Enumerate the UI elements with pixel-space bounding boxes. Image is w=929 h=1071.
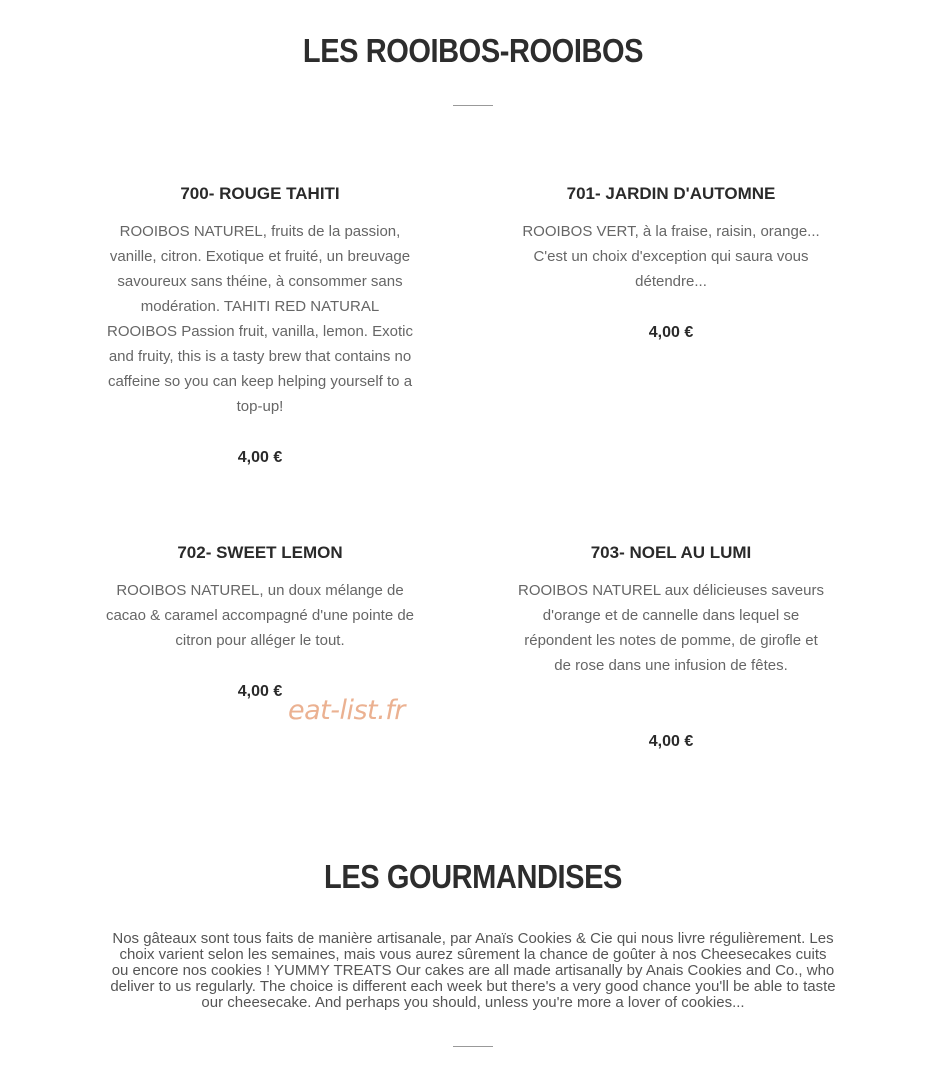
- item-price: 4,00 €: [648, 324, 694, 341]
- item-description: ROOIBOS NATUREL aux délicieuses saveurs d'orange et de cannelle dans lequel se répondent les notes de pomme, de girofle et de rose dans une infusion de fêtes.: [518, 582, 824, 674]
- menu-item-702: [105, 542, 415, 712]
- item-description: ROOIBOS NATUREL, fruits de la passion, vanille, citron. Exotique et fruité, un breuvage savoureux sans théine, à consommer sans modération. TAHITI RED NATURAL ROOIBOS Passion fruit, vanilla, lemon. Exotic and fruity, this is a tasty brew that contains no caffeine so you can keep helping yourself to a top-up!: [107, 223, 413, 415]
- item-name: 702- SWEET LEMON: [177, 543, 343, 562]
- menu-item-700: [105, 183, 415, 483]
- item-name: 700- ROUGE TAHITI: [180, 184, 340, 203]
- menu-item-703: [516, 542, 826, 762]
- menu-item-701: [516, 183, 826, 353]
- watermark-logo: eat-list.fr: [288, 695, 405, 726]
- item-description: ROOIBOS VERT, à la fraise, raisin, orange... C'est un choix d'exception qui saura vous détendre...: [522, 223, 820, 290]
- item-price: 4,00 €: [237, 683, 283, 700]
- title-divider: [453, 105, 493, 106]
- section-divider: [453, 1046, 493, 1047]
- section-intro-text: Nos gâteaux sont tous faits de manière artisanale, par Anaïs Cookies & Cie qui nous livre régulièrement. Les choix varient selon les semaines, mais vous aurez sûrement la chance de goûter à nos Cheesecakes cuits ou encore nos cookies ! YUMMY TREATS Our cakes are all made artisanally by Anais Cookies and Co., who deliver to us regularly. The choice is different each week but there's a very good chance you'll be able to taste our cheesecake. And perhaps you should, unless you're more a lover of cookies...: [110, 930, 836, 1011]
- item-description: ROOIBOS NATUREL, un doux mélange de cacao & caramel accompagné d'une pointe de citron pour alléger le tout.: [105, 582, 415, 649]
- section-title-rooibos: LES ROOIBOS-ROOIBOS: [302, 32, 644, 69]
- item-name: 701- JARDIN D'AUTOMNE: [566, 184, 776, 203]
- item-name: 703- NOEL AU LUMI: [590, 543, 752, 562]
- item-price: 4,00 €: [237, 449, 283, 466]
- section-title-gourmandises: LES GOURMANDISES: [324, 858, 622, 895]
- item-price: 4,00 €: [648, 733, 694, 750]
